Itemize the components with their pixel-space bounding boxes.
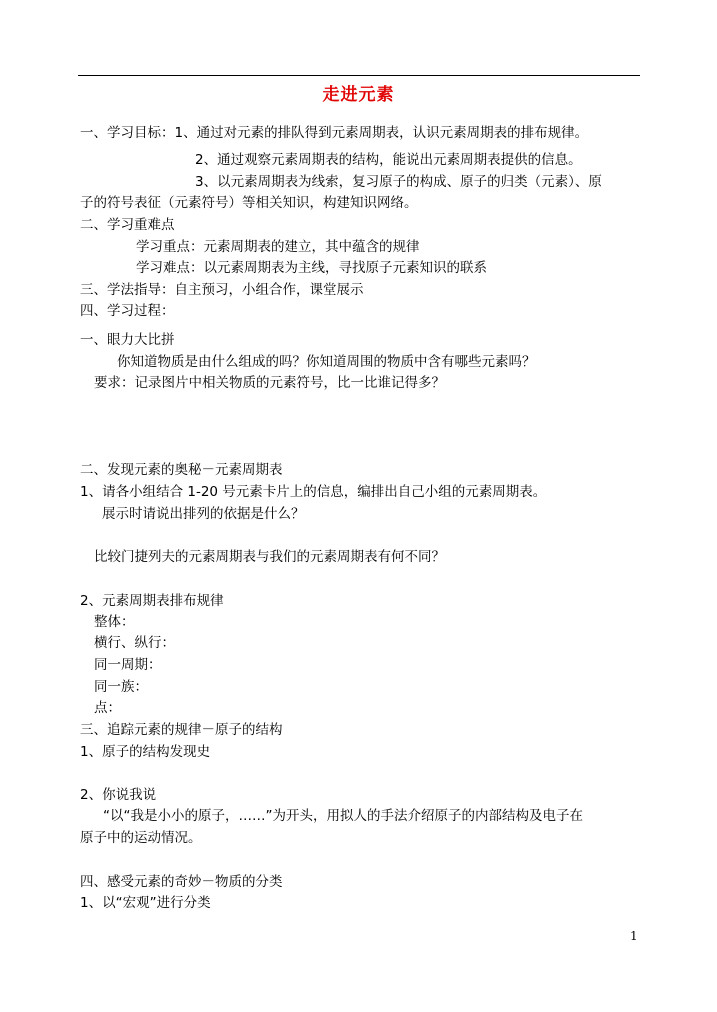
section-2-heading: 二、发现元素的奥秘－元素周期表 [80, 462, 283, 478]
study-guidance: 三、学法指导：自主预习，小组合作，课堂展示 [80, 282, 364, 298]
section-3-item-2-text-1: “以“我是小小的原子，……”为开头，用拟人的手法介绍原子的内部结构及电子在 [103, 808, 583, 824]
section-1-requirement: 要求：记录图片中相关物质的元素符号，比一比谁记得多？ [94, 375, 445, 391]
section-2-item-1-sub: 展示时请说出排列的依据是什么？ [102, 506, 305, 522]
learning-goals-line-1: 一、学习目标：1、通过对元素的排队得到元素周期表，认识元素周期表的排布规律。 [80, 125, 589, 141]
header-rule [78, 75, 640, 76]
section-4-heading: 四、感受元素的奇妙－物质的分类 [80, 874, 283, 890]
document-title: 走进元素 [322, 85, 395, 105]
section-3-item-2-text-2: 原子中的运动情况。 [80, 830, 202, 846]
section-3-heading: 三、追踪元素的规律－原子的结构 [80, 722, 283, 738]
learning-process-heading: 四、学习过程： [80, 303, 175, 319]
learning-goals-line-4: 子的符号表征（元素符号）等相关知识，构建知识网络。 [80, 195, 418, 211]
section-4-item-1: 1、以“宏观”进行分类 [80, 895, 211, 911]
rule-same-group: 同一族： [94, 679, 148, 695]
learning-goals-line-3: 3、以元素周期表为线索，复习原子的构成、原子的归类（元素）、原 [195, 174, 602, 190]
key-points-heading: 二、学习重难点 [80, 217, 175, 233]
section-1-heading: 一、眼力大比拼 [80, 332, 175, 348]
rule-dot: 点： [94, 700, 121, 716]
section-2-compare: 比较门捷列夫的元素周期表与我们的元素周期表有何不同？ [94, 549, 445, 565]
difficult-point: 学习难点：以元素周期表为主线，寻找原子元素知识的联系 [136, 260, 487, 276]
section-2-item-2: 2、元素周期表排布规律 [80, 593, 224, 609]
rule-same-period: 同一周期： [94, 657, 162, 673]
learning-goals-line-2: 2、通过观察元素周期表的结构，能说出元素周期表提供的信息。 [195, 152, 582, 168]
rule-whole: 整体： [94, 614, 135, 630]
page-number: 1 [630, 929, 638, 943]
section-3-item-2: 2、你说我说 [80, 787, 157, 803]
section-1-question: 你知道物质是由什么组成的吗？你知道周围的物质中含有哪些元素吗？ [117, 354, 536, 370]
section-3-item-1: 1、原子的结构发现史 [80, 744, 211, 760]
rule-row-column: 横行、纵行： [94, 635, 175, 651]
section-2-item-1: 1、请各小组结合 1-20 号元素卡片上的信息，编排出自己小组的元素周期表。 [80, 484, 547, 500]
key-point: 学习重点：元素周期表的建立，其中蕴含的规律 [136, 239, 420, 255]
